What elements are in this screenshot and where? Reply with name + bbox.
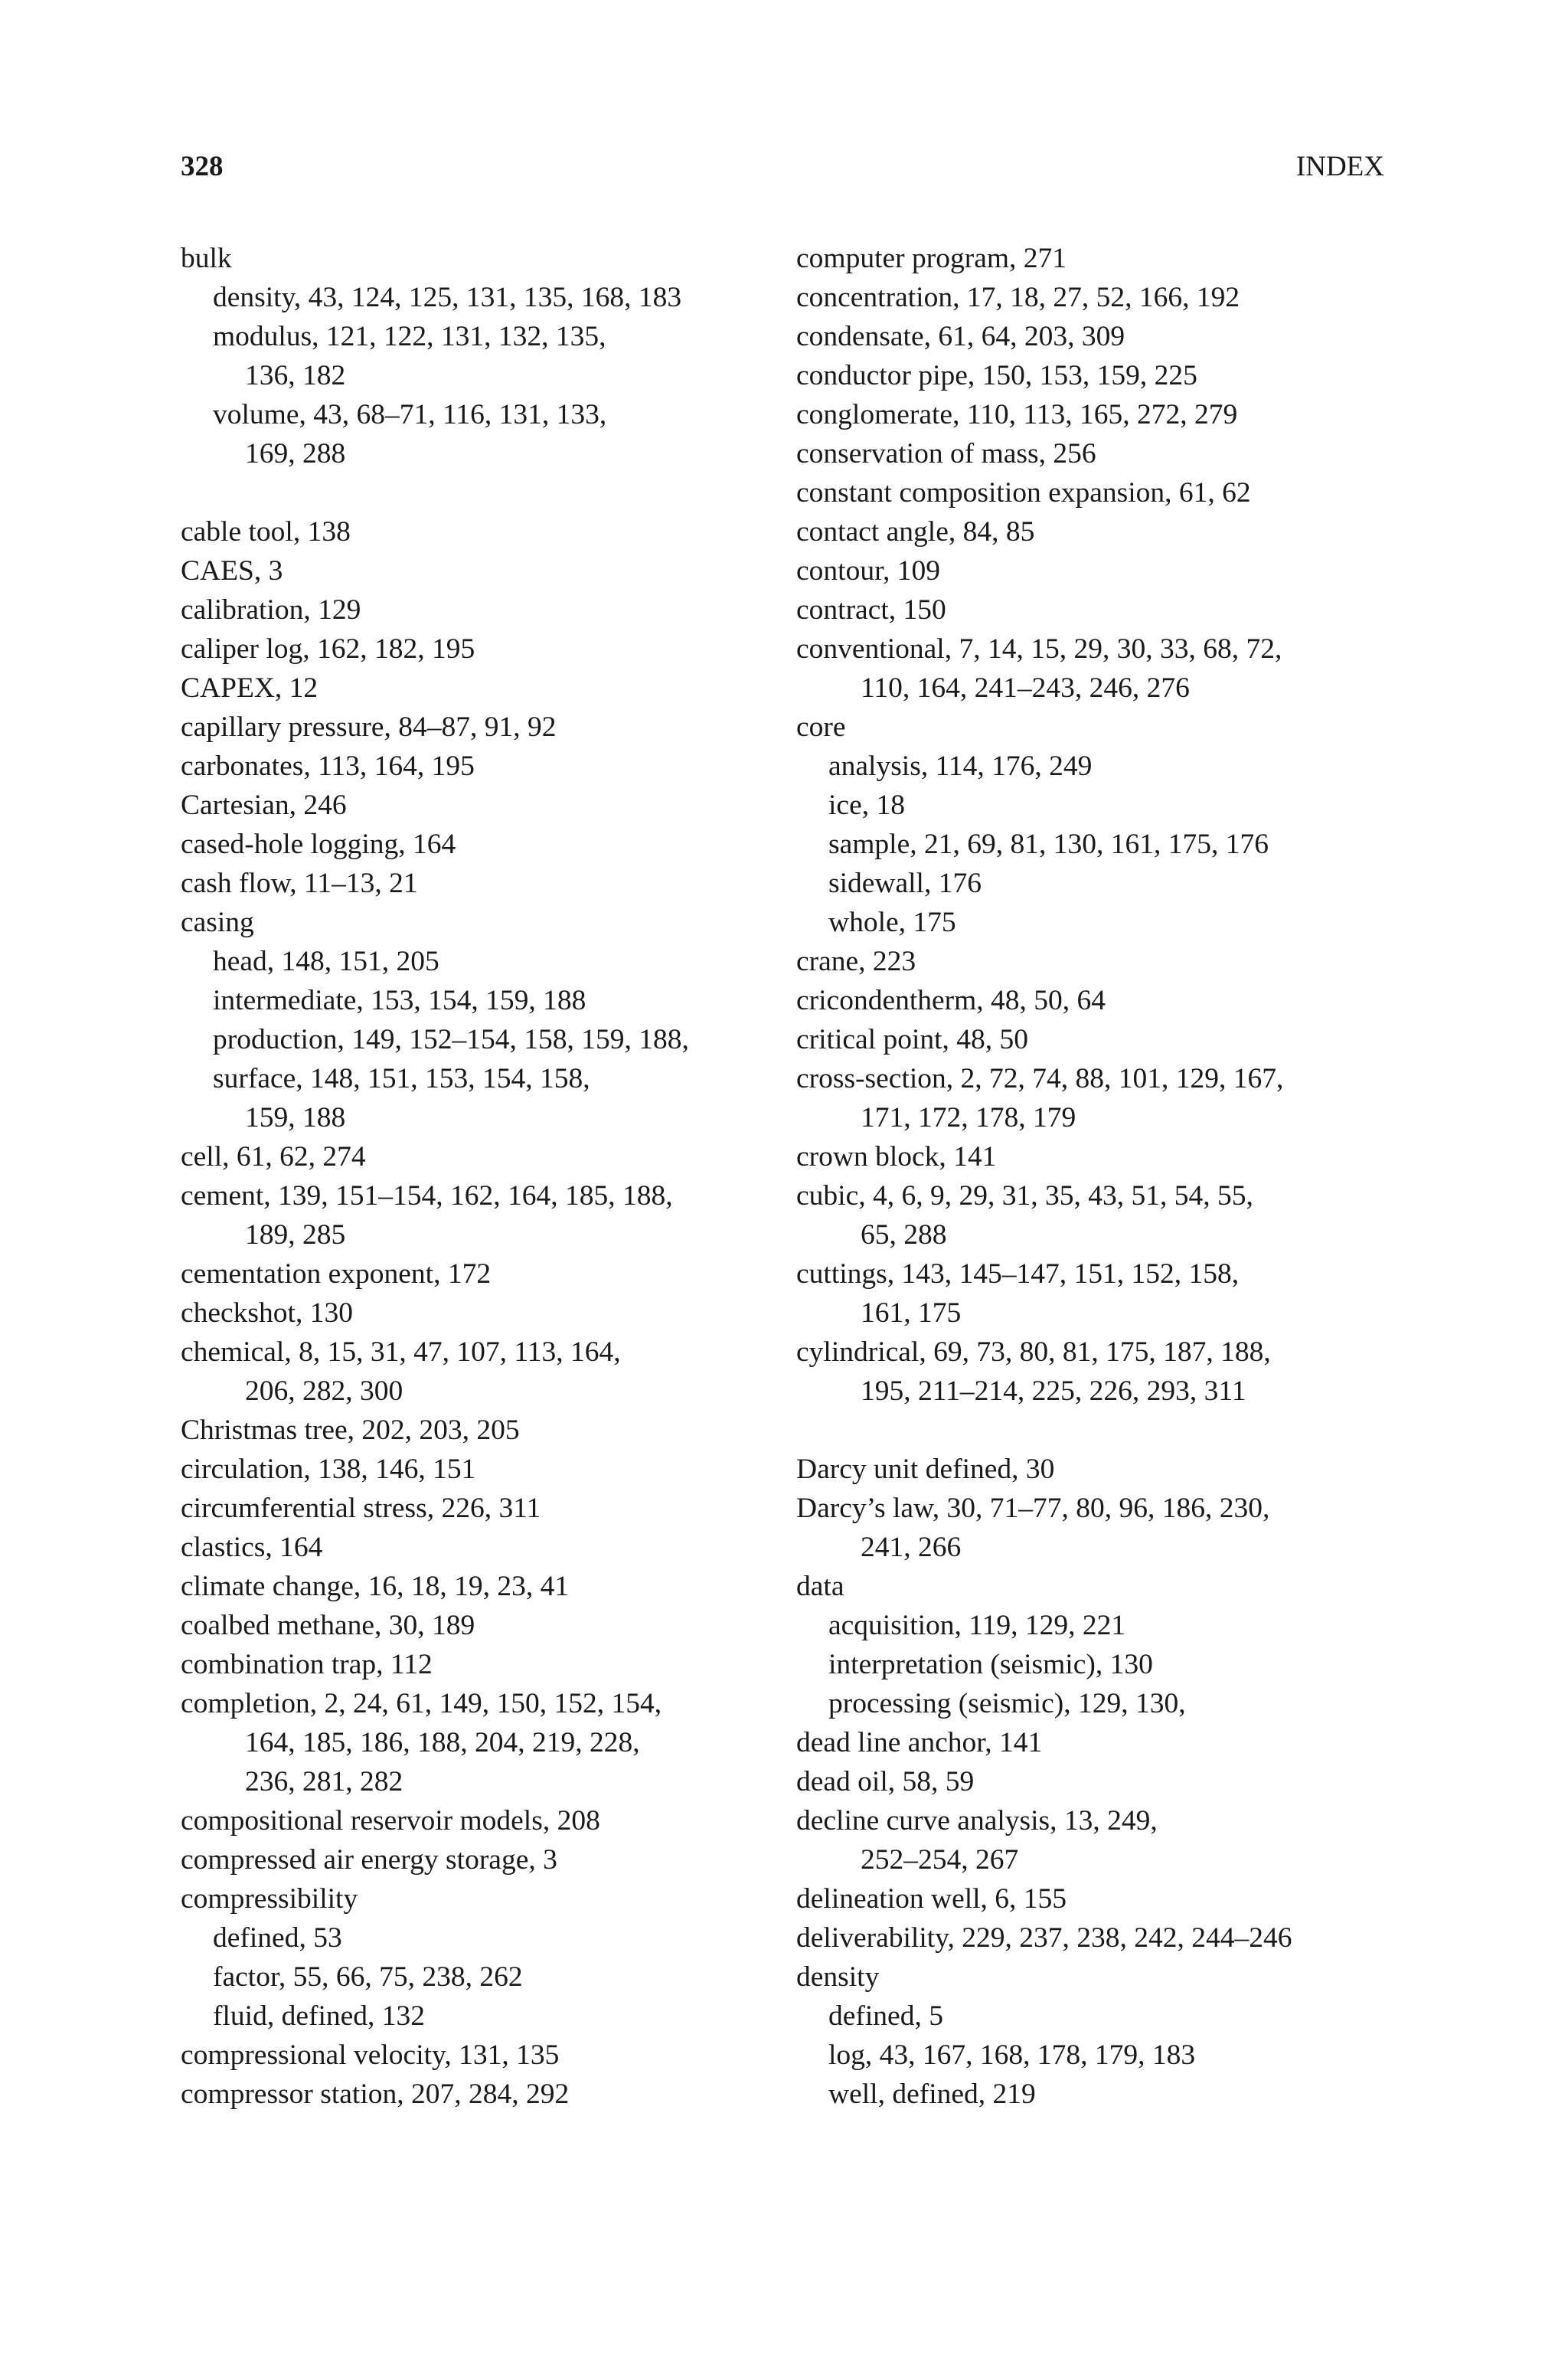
index-subentry: modulus, 121, 122, 131, 132, 135, bbox=[213, 321, 606, 352]
index-entry: coalbed methane, 30, 189 bbox=[181, 1610, 475, 1641]
index-entry: cementation exponent, 172 bbox=[181, 1258, 492, 1290]
index-entry: compressibility bbox=[181, 1883, 358, 1915]
index-subentry: defined, 53 bbox=[213, 1922, 342, 1954]
index-entry: data bbox=[796, 1571, 844, 1602]
index-entry: Cartesian, 246 bbox=[181, 790, 347, 821]
index-entry: cash flow, 11–13, 21 bbox=[181, 868, 418, 899]
index-subentry: fluid, defined, 132 bbox=[213, 2000, 426, 2032]
index-subentry: surface, 148, 151, 153, 154, 158, bbox=[213, 1063, 590, 1094]
index-continuation: 206, 282, 300 bbox=[245, 1375, 403, 1407]
index-subentry: factor, 55, 66, 75, 238, 262 bbox=[213, 1961, 523, 1993]
index-entry: compressor station, 207, 284, 292 bbox=[181, 2079, 570, 2110]
index-subentry: ice, 18 bbox=[828, 790, 905, 821]
index-entry: clastics, 164 bbox=[181, 1532, 323, 1563]
index-entry: Darcy unit defined, 30 bbox=[796, 1454, 1055, 1485]
index-subentry: analysis, 114, 176, 249 bbox=[828, 751, 1093, 782]
index-continuation: 169, 288 bbox=[245, 438, 346, 469]
index-continuation: 136, 182 bbox=[245, 360, 346, 391]
index-entry: capillary pressure, 84–87, 91, 92 bbox=[181, 711, 557, 743]
section-gap bbox=[181, 473, 778, 512]
index-continuation: 65, 288 bbox=[861, 1219, 947, 1251]
index-entry: density bbox=[796, 1961, 880, 1993]
section-gap bbox=[796, 1411, 1393, 1450]
index-subentry: whole, 175 bbox=[828, 907, 956, 938]
index-entry: completion, 2, 24, 61, 149, 150, 152, 154, bbox=[181, 1688, 662, 1719]
index-entry: Christmas tree, 202, 203, 205 bbox=[181, 1415, 520, 1446]
page-header bbox=[181, 150, 1384, 196]
index-continuation: 189, 285 bbox=[245, 1219, 346, 1251]
index-entry: cricondentherm, 48, 50, 64 bbox=[796, 985, 1106, 1016]
index-entry: conglomerate, 110, 113, 165, 272, 279 bbox=[796, 399, 1238, 430]
index-entry: decline curve analysis, 13, 249, bbox=[796, 1805, 1158, 1837]
index-entry: caliper log, 162, 182, 195 bbox=[181, 633, 475, 665]
index-entry: dead oil, 58, 59 bbox=[796, 1766, 975, 1797]
index-entry: Darcy’s law, 30, 71–77, 80, 96, 186, 230, bbox=[796, 1493, 1270, 1524]
index-entry: calibration, 129 bbox=[181, 594, 361, 626]
index-entry: critical point, 48, 50 bbox=[796, 1024, 1029, 1055]
index-subentry: head, 148, 151, 205 bbox=[213, 946, 439, 977]
index-continuation: 110, 164, 241–243, 246, 276 bbox=[861, 672, 1190, 704]
index-entry: cased-hole logging, 164 bbox=[181, 829, 456, 860]
index-subentry: intermediate, 153, 154, 159, 188 bbox=[213, 985, 586, 1016]
index-entry: core bbox=[796, 711, 846, 743]
index-entry: computer program, 271 bbox=[796, 243, 1067, 274]
index-entry: contact angle, 84, 85 bbox=[796, 516, 1035, 548]
index-column-left bbox=[181, 239, 778, 2114]
index-entry: cubic, 4, 6, 9, 29, 31, 35, 43, 51, 54, 55, bbox=[796, 1180, 1253, 1212]
index-entry: cell, 61, 62, 274 bbox=[181, 1141, 366, 1173]
index-continuation: 236, 281, 282 bbox=[245, 1766, 403, 1797]
index-continuation: 171, 172, 178, 179 bbox=[861, 1102, 1076, 1133]
index-entry: cylindrical, 69, 73, 80, 81, 175, 187, 188, bbox=[796, 1336, 1271, 1368]
index-entry: circumferential stress, 226, 311 bbox=[181, 1493, 541, 1524]
index-entry: checkshot, 130 bbox=[181, 1297, 353, 1329]
index-subentry: production, 149, 152–154, 158, 159, 188, bbox=[213, 1024, 689, 1055]
index-entry: conservation of mass, 256 bbox=[796, 438, 1096, 469]
index-continuation: 161, 175 bbox=[861, 1297, 962, 1329]
running-head: INDEX bbox=[1295, 151, 1384, 182]
index-continuation: 164, 185, 186, 188, 204, 219, 228, bbox=[245, 1727, 640, 1758]
index-entry: cement, 139, 151–154, 162, 164, 185, 188, bbox=[181, 1180, 673, 1212]
index-entry: climate change, 16, 18, 19, 23, 41 bbox=[181, 1571, 570, 1602]
index-continuation: 195, 211–214, 225, 226, 293, 311 bbox=[861, 1375, 1246, 1407]
index-subentry: density, 43, 124, 125, 131, 135, 168, 183 bbox=[213, 282, 682, 313]
index-entry: carbonates, 113, 164, 195 bbox=[181, 751, 475, 782]
index-subentry: well, defined, 219 bbox=[828, 2079, 1036, 2110]
page-number: 328 bbox=[181, 151, 224, 182]
index-entry: combination trap, 112 bbox=[181, 1649, 433, 1680]
index-entry: compressional velocity, 131, 135 bbox=[181, 2039, 560, 2071]
index-subentry: defined, 5 bbox=[828, 2000, 943, 2032]
index-continuation: 159, 188 bbox=[245, 1102, 346, 1133]
index-entry: condensate, 61, 64, 203, 309 bbox=[796, 321, 1125, 352]
index-entry: cuttings, 143, 145–147, 151, 152, 158, bbox=[796, 1258, 1240, 1290]
index-subentry: interpretation (seismic), 130 bbox=[828, 1649, 1153, 1680]
index-entry: circulation, 138, 146, 151 bbox=[181, 1454, 476, 1485]
index-entry: crane, 223 bbox=[796, 946, 916, 977]
index-entry: chemical, 8, 15, 31, 47, 107, 113, 164, bbox=[181, 1336, 621, 1368]
index-entry: compressed air energy storage, 3 bbox=[181, 1844, 557, 1876]
index-column-right bbox=[796, 239, 1393, 2114]
index-continuation: 241, 266 bbox=[861, 1532, 962, 1563]
index-entry: bulk bbox=[181, 243, 232, 274]
index-entry: concentration, 17, 18, 27, 52, 166, 192 bbox=[796, 282, 1240, 313]
index-entry: constant composition expansion, 61, 62 bbox=[796, 477, 1251, 509]
index-subentry: sample, 21, 69, 81, 130, 161, 175, 176 bbox=[828, 829, 1269, 860]
index-entry: cable tool, 138 bbox=[181, 516, 351, 548]
index-entry: conductor pipe, 150, 153, 159, 225 bbox=[796, 360, 1197, 391]
index-entry: contour, 109 bbox=[796, 555, 941, 587]
index-subentry: volume, 43, 68–71, 116, 131, 133, bbox=[213, 399, 607, 430]
index-entry: contract, 150 bbox=[796, 594, 946, 626]
index-entry: cross-section, 2, 72, 74, 88, 101, 129, 167, bbox=[796, 1063, 1284, 1094]
index-entry: deliverability, 229, 237, 238, 242, 244–246 bbox=[796, 1922, 1292, 1954]
index-subentry: processing (seismic), 129, 130, bbox=[828, 1688, 1186, 1719]
index-subentry: acquisition, 119, 129, 221 bbox=[828, 1610, 1126, 1641]
index-subentry: log, 43, 167, 168, 178, 179, 183 bbox=[828, 2039, 1196, 2071]
index-entry: conventional, 7, 14, 15, 29, 30, 33, 68, 72, bbox=[796, 633, 1282, 665]
index-entry: casing bbox=[181, 907, 254, 938]
index-entry: compositional reservoir models, 208 bbox=[181, 1805, 600, 1837]
index-entry: dead line anchor, 141 bbox=[796, 1727, 1043, 1758]
index-continuation: 252–254, 267 bbox=[861, 1844, 1019, 1876]
index-entry: CAES, 3 bbox=[181, 555, 283, 587]
index-entry: delineation well, 6, 155 bbox=[796, 1883, 1067, 1915]
index-entry: CAPEX, 12 bbox=[181, 672, 318, 704]
index-subentry: sidewall, 176 bbox=[828, 868, 982, 899]
index-entry: crown block, 141 bbox=[796, 1141, 997, 1173]
